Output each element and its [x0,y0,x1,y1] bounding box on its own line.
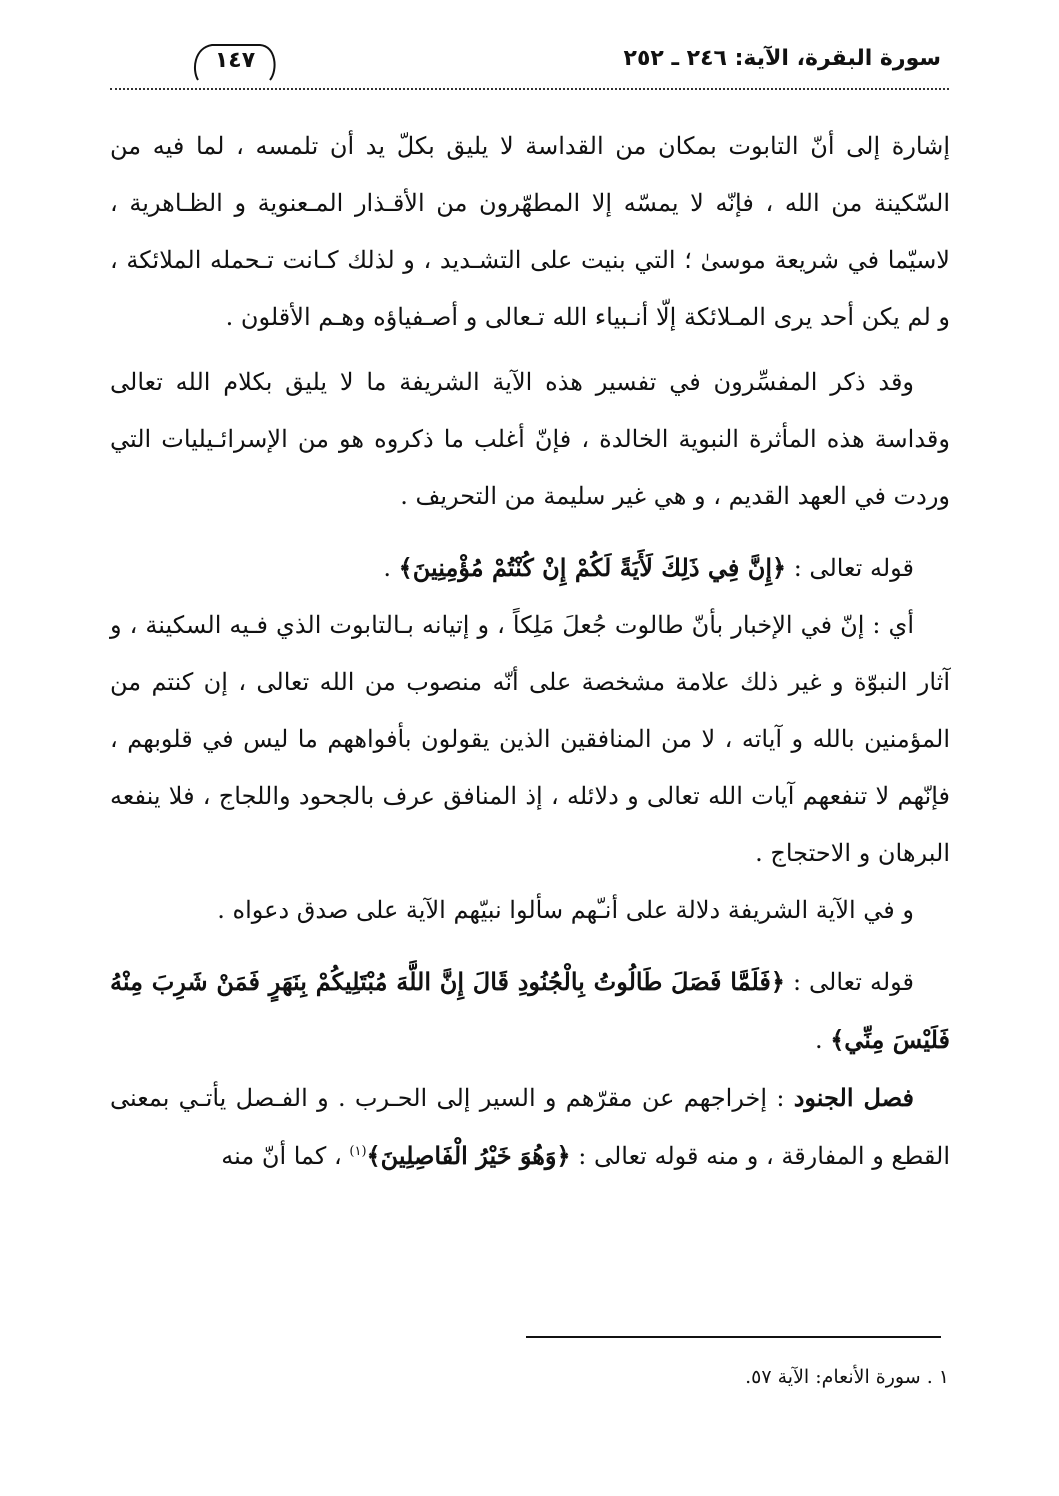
verse-tail: . [814,1026,823,1054]
running-title: سورة البقرة، الآية: ٢٤٦ ـ ٢٥٢ [623,46,941,71]
paragraph-7 [110,1069,950,1185]
page-number: ١٤٧ [214,48,256,73]
paragraph-5: و في الآية الشريفة دلالة على أنـّهم سألوا نبيّهم الآية على صدق دعواه . [217,896,914,924]
footnote-ref[interactable]: (١) [349,1144,367,1159]
verse-lead: قوله تعالى : [792,968,915,996]
term-definition: : إخراجهم عن مقرّهم و السير إلى الحـرب . و الفـصل يأتـي بمعنى القطع و المفارقة ، و منه قوله تعالى : [110,1084,950,1170]
quranic-verse: ﴿فَلَمَّا فَصَلَ طَالُوتُ بِالْجُنُودِ قَالَ إِنَّ اللَّهَ مُبْتَلِيكُمْ بِنَهَرٍ فَمَنْ شَرِبَ مِنْهُ فَلَيْسَ مِنِّي﴾ [110,967,950,1054]
paragraph-2: وقد ذكر المفسِّرون في تفسير هذه الآية الشريفة ما لا يليق بكلام الله تعالى وقداسة هذه المأثرة النبوية الخالدة ، فإنّ أغلب ما ذكروه هو من الإسرائـيليات التي وردت في العهد القديم ، و هي غير سليمة من التحريف . [110,368,950,510]
paragraph-1: إشارة إلى أنّ التابوت بمكان من القداسة لا يليق بكلّ يد أن تلمسه ، لما فيه من السّكينة من الله ، فإنّه لا يمسّه إلا المطهّرون من الأقـذار المـعنوية و الظـاهرية ، لاسيّما في شريعة موسىٰ ؛ التي بنيت على التشـديد ، و لذلك كـانت تـحمله الملائكة ، و لم يكن أحد يرى المـلائكة إلّا أنـبياء الله تـعالى و أصـفياؤه وهـم الأقلون . [110,132,950,331]
quranic-verse: ﴿إِنَّ فِي ذَلِكَ لَأَيَةً لَكُمْ إِنْ كُنْتُمْ مُؤْمِنِينَ﴾ [398,553,787,582]
verse-quote-2 [110,953,950,1069]
paragraph-4: أي : إنّ في الإخبار بأنّ طالوت جُعلَ مَلِكاً ، و إتيانه بـالتابوت الذي فـيه السكينة ، و آثار النبوّة و غير ذلك علامة مشخصة على أنّه منصوب من الله تعالى ، إن كنتم من المؤمنين بالله و آياته ، لا من المنافقين الذين يقولون بأفواههم ما ليس في قلوبهم ، فإنّهم لا تنفعهم آيات الله تعالى و دلائله ، إذ المنافق عرف بالجحود واللجاج ، فلا ينفعه البرهان و الاحتجاج . [110,611,950,867]
footnote-1: ١ . سورة الأنعام: الآية ٥٧. [745,1366,949,1388]
page-number-badge [190,40,280,84]
term-definition-cont: ، كما أنّ منه [221,1142,342,1170]
quranic-verse: ﴿وَهُوَ خَيْرُ الْفَاصِلِينَ﴾ [366,1141,571,1170]
verse-lead: قوله تعالى : [793,554,914,582]
verse-tail: . [383,554,392,582]
footnote-divider [526,1336,941,1338]
verse-quote-1 [110,539,950,597]
header-divider [110,88,949,90]
page-header [110,36,949,96]
main-text [110,118,950,1185]
glossary-term: فصل الجنود [793,1083,914,1112]
